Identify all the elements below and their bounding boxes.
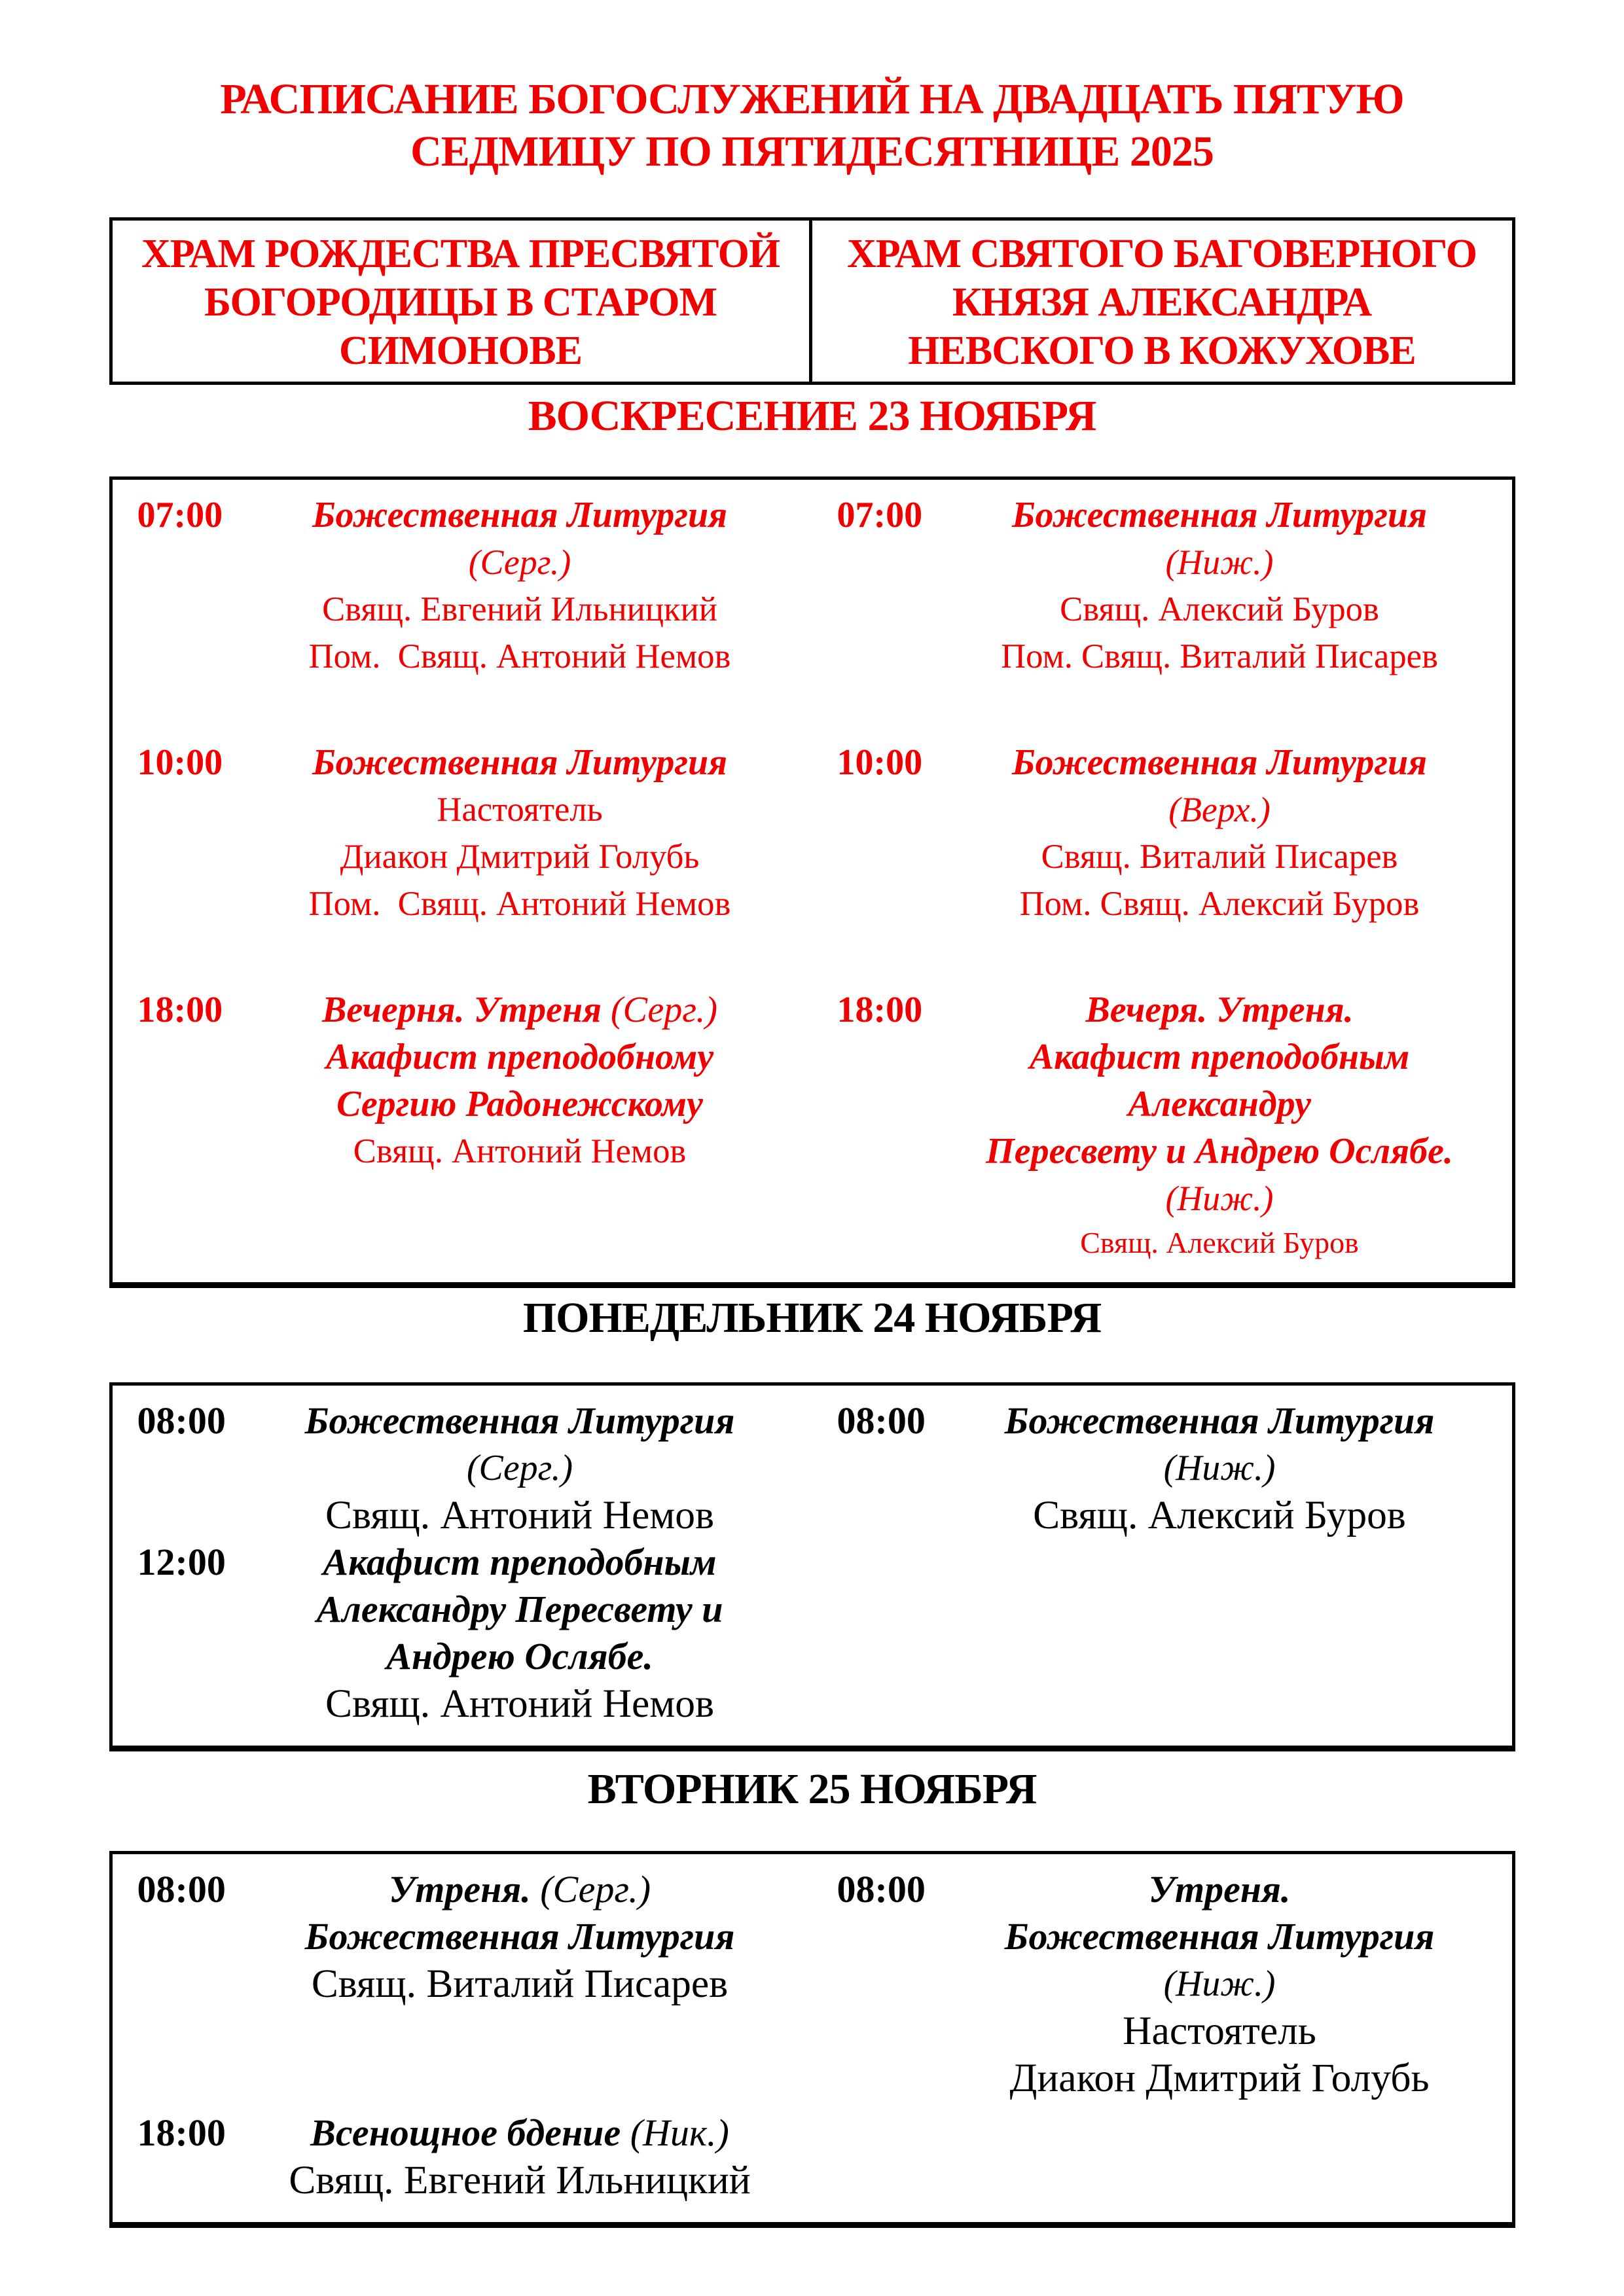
entry-line: Всенощное бдение (Ник.): [310, 2111, 729, 2154]
schedule-cell-left: [113, 986, 812, 1175]
document-title: [125, 73, 1500, 178]
entry-line: Божественная Литургия: [312, 742, 728, 783]
entry-line: Акафист преподобным: [323, 1541, 717, 1583]
day-schedule-box-monday: [109, 1382, 1515, 1751]
document-title-line-1: РАСПИСАНИЕ БОГОСЛУЖЕНИЙ НА ДВАДЦАТЬ ПЯТУЮ: [220, 75, 1404, 123]
entry-line: Божественная Литургия: [304, 1399, 735, 1442]
entry-line: (Ниж.): [1165, 1179, 1274, 1218]
entry-time: 18:00: [137, 990, 223, 1030]
entry-line: Свящ. Виталий Писарев: [1041, 838, 1398, 876]
entry-line: Вечеря. Утреня.: [1085, 990, 1354, 1030]
entry-line: Божественная Литургия: [312, 495, 728, 535]
entry-time: 18:00: [137, 2111, 226, 2154]
entry-line: Пом. Свящ. Виталий Писарев: [1001, 637, 1438, 675]
entry-line: Свящ. Антоний Немов: [325, 1681, 714, 1726]
entry-time: 18:00: [837, 990, 923, 1030]
entry-lines: [950, 492, 1512, 680]
day-section-monday: [0, 1292, 1624, 1751]
entry-line: Пом. Свящ. Антоний Немов: [308, 637, 731, 675]
entry-line: Свящ. Алексий Буров: [1060, 590, 1379, 628]
schedule-row: [113, 739, 1512, 927]
entry-line: Настоятель: [1123, 2009, 1316, 2053]
schedule-cell-right: [812, 2109, 1512, 2116]
schedule-cell-right: [812, 492, 1512, 680]
entry-line: Андрею Ослябе.: [386, 1635, 653, 1677]
day-heading-tuesday: ВТОРНИК 25 НОЯБРЯ: [587, 1765, 1037, 1813]
day-schedule-box-tuesday: [109, 1851, 1515, 2228]
entry-line: Свящ. Виталий Писарев: [311, 1962, 729, 2006]
schedule-row: [113, 492, 1512, 680]
day-section-sunday: [0, 390, 1624, 1288]
schedule-cell-left: [113, 492, 812, 680]
entry-line: Вечерня. Утреня (Серг.): [322, 990, 717, 1030]
entry-lines: [950, 1397, 1512, 1539]
entry-lines: [950, 986, 1512, 1264]
schedule-cell-right: [812, 739, 1512, 927]
entry-time: 12:00: [137, 1541, 226, 1583]
church-name-right: ХРАМ СВЯТОГО БАГОВЕРНОГО КНЯЗЯ АЛЕКСАНДРА НЕВСКОГО В КОЖУХОВЕ: [847, 232, 1477, 373]
entry-time: 08:00: [137, 1868, 226, 1910]
entry-line: Божественная Литургия: [1004, 1399, 1435, 1442]
entry-line: Акафист преподобному: [325, 1037, 714, 1077]
schedule-cell-left: [113, 1539, 812, 1727]
entry-time: 07:00: [837, 495, 923, 535]
church-name-left: ХРАМ РОЖДЕСТВА ПРЕСВЯТОЙ БОГОРОДИЦЫ В СТАРОМ СИМОНОВЕ: [113, 221, 812, 382]
entry-time: 08:00: [837, 1868, 926, 1910]
day-section-tuesday: [0, 1763, 1624, 2228]
schedule-cell-left: [113, 1866, 812, 2007]
schedule-cell-right: [812, 1539, 1512, 1545]
entry-line: (Серг.): [466, 1448, 573, 1488]
entry-time: 07:00: [137, 495, 223, 535]
entry-lines: [250, 2109, 812, 2204]
entry-line: Утреня.: [1148, 1868, 1291, 1910]
entry-line-note: (Ник.): [621, 2111, 729, 2154]
entry-lines: [950, 739, 1512, 927]
entry-line: Настоятель: [437, 791, 603, 829]
entry-line: Свящ. Евгений Ильницкий: [322, 590, 717, 628]
entry-line: (Серг.): [468, 543, 571, 582]
entry-line: (Верх.): [1168, 790, 1271, 829]
entry-line: Диакон Дмитрий Голубь: [340, 838, 700, 876]
entry-line: Божественная Литургия: [304, 1915, 735, 1958]
schedule-row: [113, 1866, 1512, 2102]
entry-line: Утреня. (Серг.): [388, 1868, 651, 1910]
schedule-cell-right: [812, 1866, 1512, 2102]
entry-line: Свящ. Евгений Ильницкий: [289, 2158, 751, 2202]
entry-lines: [250, 1539, 812, 1727]
schedule-row: [113, 2109, 1512, 2204]
day-heading-sunday: ВОСКРЕСЕНИЕ 23 НОЯБРЯ: [528, 392, 1096, 440]
entry-line: Александру Пересвету и: [316, 1588, 723, 1630]
schedule-cell-left: [113, 1397, 812, 1539]
day-schedule-box-sunday: [109, 476, 1515, 1288]
entry-line: Сергию Радонежскому: [336, 1084, 703, 1124]
entry-lines: [250, 739, 812, 927]
entry-line: Пом. Свящ. Антоний Немов: [308, 885, 731, 923]
entry-line: Божественная Литургия: [1011, 495, 1428, 535]
entry-time: 10:00: [837, 742, 923, 783]
document-title-line-2: СЕДМИЦУ ПО ПЯТИДЕСЯТНИЦЕ 2025: [410, 128, 1214, 175]
schedule-cell-left: [113, 739, 812, 927]
entry-line: (Ниж.): [1163, 1964, 1276, 2004]
entry-line: (Ниж.): [1163, 1448, 1276, 1488]
entry-line-note: (Серг.): [601, 990, 717, 1030]
entry-line: (Ниж.): [1165, 543, 1274, 582]
schedule-cell-right: [812, 1397, 1512, 1539]
entry-time: 10:00: [137, 742, 223, 783]
entry-line-note: (Серг.): [530, 1868, 651, 1910]
entry-line: Свящ. Антоний Немов: [353, 1132, 687, 1170]
schedule-row: [113, 1539, 1512, 1727]
entry-line: Пом. Свящ. Алексий Буров: [1019, 885, 1420, 923]
entry-line: Свящ. Алексий Буров: [1033, 1493, 1406, 1537]
entry-line: Александру: [1128, 1084, 1311, 1124]
entry-line: Божественная Литургия: [1011, 742, 1428, 783]
church-header-box: [109, 217, 1515, 385]
day-heading-monday: ПОНЕДЕЛЬНИК 24 НОЯБРЯ: [522, 1294, 1102, 1342]
entry-lines: [250, 1397, 812, 1539]
entry-lines: [250, 492, 812, 680]
entry-lines: [950, 1866, 1512, 2102]
entry-line: Акафист преподобным: [1029, 1037, 1410, 1077]
schedule-row: [113, 1397, 1512, 1539]
entry-time: 08:00: [837, 1399, 926, 1442]
schedule-row: [113, 986, 1512, 1264]
schedule-cell-left: [113, 2109, 812, 2204]
entry-lines: [250, 986, 812, 1175]
schedule-cell-right: [812, 986, 1512, 1264]
entry-line: Свящ. Алексий Буров: [1080, 1226, 1359, 1259]
entry-line: Диакон Дмитрий Голубь: [1009, 2056, 1430, 2100]
entry-line: Свящ. Антоний Немов: [325, 1493, 714, 1537]
entry-time: 08:00: [137, 1399, 226, 1442]
entry-lines: [250, 1866, 812, 2007]
entry-line: Божественная Литургия: [1004, 1915, 1435, 1958]
entry-line: Пересвету и Андрею Ослябе.: [986, 1131, 1453, 1172]
